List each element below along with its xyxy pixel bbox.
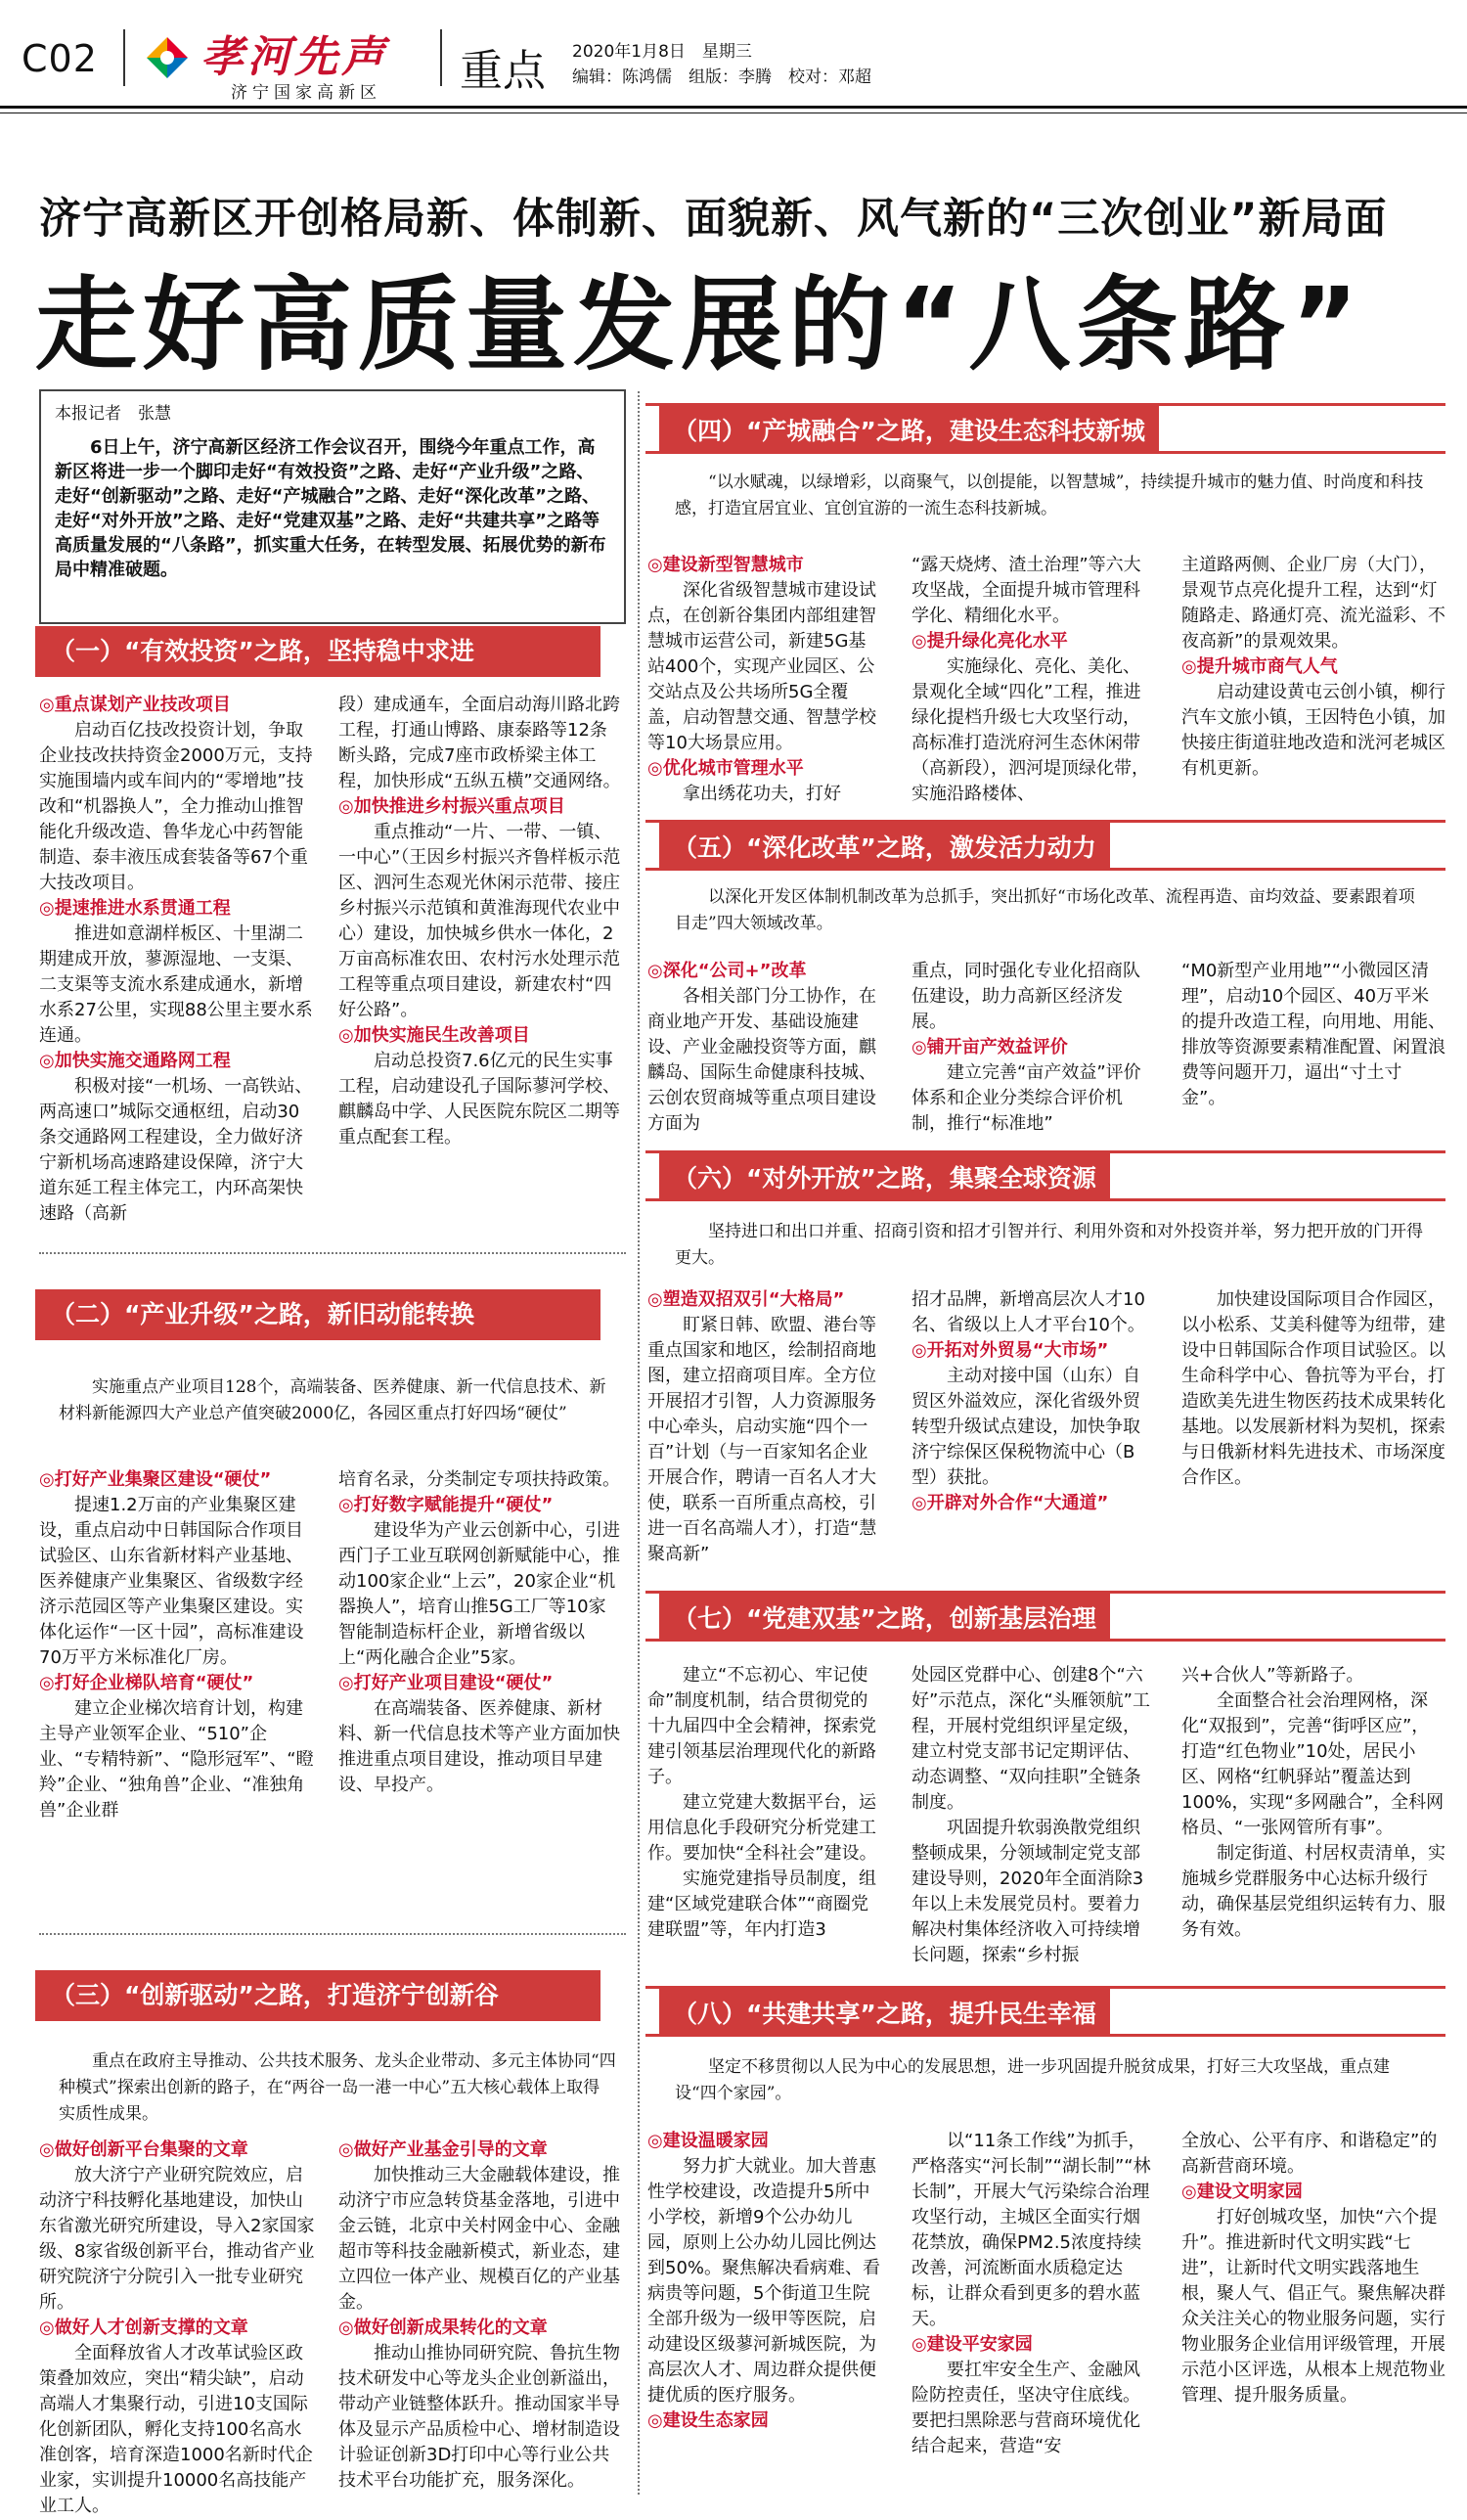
subhead: ◎做好人才创新支撑的文章 xyxy=(39,2318,248,2338)
section-4-label: （四）“产城融合”之路，建设生态科技新城 xyxy=(659,406,1159,454)
paragraph: 全放心、公平有序、和谐稳定”的高新营商环境。 xyxy=(1181,2131,1438,2177)
section-6-col-3 xyxy=(1181,1287,1445,1491)
paragraph: 全面释放省人才改革试验区政策叠加效应，突出“精尖缺”，启动高端人才集聚行动，引进10支国际化创新团队，孵化支持100名高水准创客，培育深造1000名新时代企业家，实训提升10000名高技能产业工人。 xyxy=(39,2343,313,2516)
separator xyxy=(39,1252,626,1254)
section-2-title: （二）“产业升级”之路，新旧动能转换 xyxy=(35,1289,630,1340)
subhead: ◎建设文明家园 xyxy=(1181,2182,1303,2202)
section-name: 重点 xyxy=(460,46,546,96)
page-number: C02 xyxy=(22,37,98,80)
section-6-col-2 xyxy=(911,1287,1156,1516)
paragraph: 以“11条工作线”为抓手，严格落实“河长制”“湖长制”“林长制”，开展大气污染综合治理攻坚行动，主城区全面实行烟花禁放，确保PM2.5浓度持续改善，河流断面水质稳定达标，让群众看到更多的碧水蓝天。 xyxy=(911,2131,1151,2329)
subhead: ◎重点谋划产业技改项目 xyxy=(39,695,231,715)
section-8-label: （八）“共建共享”之路，提升民生幸福 xyxy=(659,1989,1110,2037)
section-5-col-3 xyxy=(1181,959,1445,1111)
section-8-title xyxy=(645,1986,1445,2037)
staff-credits: 编辑：陈鸿儒 组版：李腾 校对：邓超 xyxy=(572,68,871,87)
paragraph: 加快建设国际项目合作园区，以小松系、艾美科健等为纽带，建设中日韩国际合作项目试验区。以生命科学中心、鲁抗等为平台，打造欧美先进生物医药技术成果转化基地。以发展新材料为契机，探索与日俄新材料先进技术、市场深度合作区。 xyxy=(1181,1289,1445,1488)
section-6-intro: 坚持进口和出口并重、招商引资和招才引智并行、利用外资和对外投资并举，努力把开放的门开得更大。 xyxy=(675,1222,1423,1268)
subhead: ◎打好产业项目建设“硬仗” xyxy=(338,1673,554,1693)
section-1-col-1 xyxy=(39,693,315,1227)
section-6-col-1 xyxy=(647,1287,882,1567)
paragraph: 启动总投资7.6亿元的民生实事工程，启动建设孔子国际蓼河学校、麒麟岛中学、人民医院东院区二期等重点配套工程。 xyxy=(338,1051,620,1148)
paragraph: 推动山推协同研究院、鲁抗生物技术研发中心等龙头企业创新溢出，带动产业链整体跃升。推动国家半导体及显示产品质检中心、增材制造设计验证创新3D打印中心等行业公共技术平台功能扩充，服务深化。 xyxy=(338,2343,620,2491)
subhead: ◎打好数字赋能提升“硬仗” xyxy=(338,1495,554,1515)
section-2-intro: 实施重点产业项目128个，高端装备、医养健康、新一代信息技术、新材料新能源四大产业总产值突破2000亿，各园区重点打好四场“硬仗” xyxy=(59,1377,606,1423)
subhead: ◎提升绿化亮化水平 xyxy=(911,631,1068,652)
subhead: ◎建设新型智慧城市 xyxy=(647,555,804,575)
brand-name: 孝河先声 xyxy=(200,32,388,82)
section-3-col-1 xyxy=(39,2138,315,2519)
paragraph: 招才品牌，新增高层次人才10名、省级以上人才平台10个。 xyxy=(911,1289,1145,1335)
author-byline: 本报记者 张慧 xyxy=(55,404,171,424)
subhead: ◎建设温暖家园 xyxy=(647,2131,769,2151)
paragraph: 建立完善“亩产效益”评价体系和企业分类综合评价机制，推行“标准地” xyxy=(911,1062,1141,1134)
header-rule xyxy=(0,106,1467,109)
paragraph: 提速1.2万亩的产业集聚区建设，重点启动中日韩国际合作项目试验区、山东省新材料产业基地、医养健康产业集聚区、省级数字经济示范园区等产业集聚区建设。实体化运作“一区十园”，高标准建设70万平方米标准化厂房。 xyxy=(39,1495,304,1668)
lead-paragraph: 6日上午，济宁高新区经济工作会议召开，围绕今年重点工作，高新区将进一步一个脚印走好“有效投资”之路、走好“产业升级”之路、走好“创新驱动”之路、走好“产城融合”之路、走好“深化改革”之路、走好“对外开放”之路、走好“党建双基”之路、走好“共建共享”之路等高质量发展的“八条路”，抓实重大任务，在转型发展、拓展优势的新布局中精准破题。 xyxy=(55,437,606,580)
section-5-label: （五）“深化改革”之路，激发活力动力 xyxy=(659,823,1110,871)
section-3-col-2 xyxy=(338,2138,622,2494)
subhead: ◎优化城市管理水平 xyxy=(647,758,804,779)
section-5-title xyxy=(645,820,1445,871)
paragraph: 建立党建大数据平台，运用信息化手段研究分析党建工作。要加快“全科社会”建设。 xyxy=(647,1792,877,1864)
paragraph: 培育名录，分类制定专项扶持政策。 xyxy=(338,1469,620,1490)
section-4-title xyxy=(645,403,1445,454)
paragraph: 重点推动“一片、一带、一镇、一中心”（王因乡村振兴齐鲁样板示范区、泗河生态观光休闲示范带、接庄乡村振兴示范镇和黄淮海现代农业中心）建设，加快城乡供水一体化，2万亩高标准农田、农村污水处理示范工程等重点项目建设，新建农村“四好公路”。 xyxy=(338,822,621,1020)
paragraph: 重点，同时强化专业化招商队伍建设，助力高新区经济发展。 xyxy=(911,961,1140,1032)
divider xyxy=(440,29,442,86)
section-7-title xyxy=(645,1591,1445,1642)
subhead: ◎做好创新成果转化的文章 xyxy=(338,2318,548,2338)
section-4-col-2 xyxy=(911,553,1156,807)
section-1-col-2 xyxy=(338,693,622,1150)
paragraph: 兴+合伙人”等新路子。 xyxy=(1181,1665,1364,1686)
paragraph: 实施党建指导员制度，组建“区域党建联合体”“商圈党建联盟”等，年内打造3 xyxy=(647,1868,876,1940)
section-8-col-1 xyxy=(647,2129,882,2434)
subhead: ◎塑造双招双引“大格局” xyxy=(647,1289,845,1310)
subhead: ◎做好产业基金引导的文章 xyxy=(338,2139,548,2160)
paragraph: 在高端装备、医养健康、新材料、新一代信息技术等产业方面加快推进重点项目建设，推动项目早建设、早投产。 xyxy=(338,1698,620,1795)
section-7-col-1 xyxy=(647,1663,882,1943)
paragraph: 处园区党群中心、创建8个“六好”示范点，深化“头雁领航”工程，开展村党组织评星定级，建立村党支部书记定期评估、动态调整、“双向挂职”全链条制度。 xyxy=(911,1665,1150,1813)
subhead: ◎加快推进乡村振兴重点项目 xyxy=(338,796,565,817)
paragraph: 启动百亿技改投资计划，争取企业技改扶持资金2000万元，支持实施围墙内或车间内的“零增地”技改和“机器换人”，全力推动山推智能化升级改造、鲁华龙心中药智能制造、泰丰液压成套装备等67个重大技改项目。 xyxy=(39,720,313,893)
paragraph: 主动对接中国（山东）自贸区外溢效应，深化省级外贸转型升级试点建设，加快争取济宁综保区保税物流中心（B型）获批。 xyxy=(911,1366,1140,1488)
section-6-label: （六）“对外开放”之路，集聚全球资源 xyxy=(659,1153,1110,1201)
paragraph: 积极对接“一机场、一高铁站、两高速口”城际交通枢纽，启动30条交通路网工程建设，全力做好济宁新机场高速路建设保障，济宁大道东延工程主体完工，内环高架快速路（高新 xyxy=(39,1076,313,1224)
paragraph: 打好创城攻坚，加快“六个提升”。推进新时代文明实践“七进”，让新时代文明实践落地生根，聚人气、倡正气。聚焦解决群众关注关心的物业服务问题，实行物业服务企业信用评级管理，开展示范小区评选，从根本上规范物业管理、提升服务质量。 xyxy=(1181,2207,1445,2406)
paragraph: 加快推动三大金融载体建设，推动济宁市应急转贷基金落地，引进中金云链，北京中关村网金中心、金融超市等科技金融新模式，新业态，建立四位一体产业、规模百亿的产业基金。 xyxy=(338,2165,620,2313)
subhead: ◎开拓对外贸易“大市场” xyxy=(911,1340,1109,1361)
page-header xyxy=(0,0,1467,103)
brand-subtitle: 济宁国家高新区 xyxy=(231,83,381,103)
paragraph: 建立企业梯次培育计划，构建主导产业领军企业、“510”企业、“专精特新”、“隐形冠军”、“瞪羚”企业、“独角兽”企业、“准独角兽”企业群 xyxy=(39,1698,314,1821)
subhead: ◎加快实施交通路网工程 xyxy=(39,1051,231,1071)
paragraph: “M0新型产业用地”“小微园区清理”，启动10个园区、40万平米的提升改造工程，向用地、用能、排放等资源要素精准配置、闲置浪费等问题开刀，逼出“寸土寸金”。 xyxy=(1181,961,1445,1108)
paragraph: 建设华为产业云创新中心，引进西门子工业互联网创新赋能中心，推动100家企业“上云”，20家企业“机器换人”，培育山推5G工厂等10家智能制造标杆企业，新增省级以上“两化融合企业”5家。 xyxy=(338,1520,620,1668)
subhead: ◎铺开亩产效益评价 xyxy=(911,1037,1068,1058)
subhead: ◎建设平安家园 xyxy=(911,2334,1033,2355)
paragraph: 制定街道、村居权责清单，实施城乡党群服务中心达标升级行动，确保基层党组织运转有力、服务有效。 xyxy=(1181,1843,1445,1940)
section-4-intro: “以水赋魂，以绿增彩，以商聚气，以创提能，以智慧城”，持续提升城市的魅力值、时尚度和科技感，打造宜居宜业、宜创宜游的一流生态科技新城。 xyxy=(675,472,1424,518)
issue-date: 2020年1月8日 星期三 xyxy=(572,42,752,62)
paragraph: 建立“不忘初心、牢记使命”制度机制，结合贯彻党的十九届四中全会精神，探索党建引领基层治理现代化的新路子。 xyxy=(647,1665,876,1787)
subhead: ◎加快实施民生改善项目 xyxy=(338,1025,530,1046)
section-5-col-2 xyxy=(911,959,1156,1137)
subhead: ◎做好创新平台集聚的文章 xyxy=(39,2139,248,2160)
subhead: ◎提升城市商气人气 xyxy=(1181,656,1338,677)
column-divider xyxy=(638,391,640,2495)
paragraph: 主道路两侧、企业厂房（大门），景观节点亮化提升工程，达到“灯随路走、路通灯亮、流光溢彩、不夜高新”的景观效果。 xyxy=(1181,555,1445,652)
section-7-label: （七）“党建双基”之路，创新基层治理 xyxy=(659,1594,1110,1642)
paragraph: 努力扩大就业。加大普惠性学校建设，改造提升5所中小学校，新增9个公办幼儿园，原则上公办幼儿园比例达到50%。聚焦解决看病难、看病贵等问题，5个街道卫生院全部升级为一级甲等医院，启动建设区级蓼河新城医院，为高层次人才、周边群众提供便捷优质的医疗服务。 xyxy=(647,2156,881,2406)
section-5-intro: 以深化开发区体制机制改革为总抓手，突出抓好“市场化改革、流程再造、亩均效益、要素跟着项目走”四大领域改革。 xyxy=(675,887,1415,933)
paragraph: 实施绿化、亮化、美化、景观化全域“四化”工程，推进绿化提档升级七大攻坚行动，高标准打造洸府河生态休闲带（高新段），泗河堤顶绿化带，实施沿路楼体、 xyxy=(911,656,1149,804)
paragraph: 深化省级智慧城市建设试点，在创新谷集团内部组建智慧城市运营公司，新建5G基站400个，实现产业园区、公交站点及公共场所5G全覆盖，启动智慧交通、智慧学校等10大场景应用。 xyxy=(647,580,876,753)
subhead: ◎打好企业梯队培育“硬仗” xyxy=(39,1673,254,1693)
paragraph: 拿出绣花功夫，打好 xyxy=(683,784,841,804)
section-5-col-1 xyxy=(647,959,882,1137)
paragraph: 段）建成通车，全面启动海川路北跨工程，打通山博路、康泰路等12条断头路，完成7座市政桥梁主体工程，加快形成“五纵五横”交通网络。 xyxy=(338,695,621,791)
paragraph: “露天烧烤、渣土治理”等六大攻坚战，全面提升城市管理科学化、精细化水平。 xyxy=(911,555,1141,626)
divider xyxy=(123,29,125,86)
paragraph: 推进如意湖样板区、十里湖二期建成开放，蓼源湿地、一支渠、二支渠等支流水系建成通水，新增水系27公里，实现88公里主要水系连通。 xyxy=(39,923,313,1046)
main-headline: 走好高质量发展的“八条路” xyxy=(35,265,1364,384)
logo-icon xyxy=(145,35,190,80)
section-8-col-3 xyxy=(1181,2129,1445,2408)
separator xyxy=(39,1933,626,1935)
section-4-col-3 xyxy=(1181,553,1445,782)
sub-headline: 济宁高新区开创格局新、体制新、面貌新、风气新的“三次创业”新局面 xyxy=(39,195,1388,244)
subhead: ◎开辟对外合作“大通道” xyxy=(911,1493,1109,1513)
section-7-col-2 xyxy=(911,1663,1156,1968)
paragraph: 盯紧日韩、欧盟、港台等重点国家和地区，绘制招商地图，建立招商项目库。全方位开展招才引智，人力资源服务中心牵头，启动实施“四个一百”计划（与一百家知名企业开展合作，聘请一百名人才大使，联系一百所重点高校，引进一百名高端人才），打造“慧聚高新” xyxy=(647,1315,877,1564)
subhead: ◎深化“公司+”改革 xyxy=(647,961,807,981)
section-6-title xyxy=(645,1150,1445,1201)
section-3-title: （三）“创新驱动”之路，打造济宁创新谷 xyxy=(35,1970,630,2021)
paragraph: 各相关部门分工协作，在商业地产开发、基础设施建设、产业金融投资等方面，麒麟岛、国际生命健康科技城、云创农贸商城等重点项目建设方面为 xyxy=(647,986,876,1134)
paragraph: 全面整合社会治理网格，深化“双报到”，完善“街呼区应”，打造“红色物业”10处，居民小区、网格“红帆驿站”覆盖达到100%，实现“多网融合”，全科网格员、“一张网管所有事”。 xyxy=(1181,1690,1445,1838)
section-8-col-2 xyxy=(911,2129,1156,2459)
subhead: ◎提速推进水系贯通工程 xyxy=(39,898,231,919)
section-2-col-1 xyxy=(39,1467,315,1823)
paragraph: 巩固提升软弱涣散党组织整顿成果，分领域制定党支部建设导则，2020年全面消除3年以上未发展党员村。要着力解决村集体经济收入可持续增长问题，探索“乡村振 xyxy=(911,1818,1144,1965)
section-3-intro: 重点在政府主导推动、公共技术服务、龙头企业带动、多元主体协同“四种模式”探索出创新的路子，在“两谷一岛一港一中心”五大核心载体上取得实质性成果。 xyxy=(59,2051,616,2124)
paragraph: 启动建设黄屯云创小镇，柳行汽车文旅小镇，王因特色小镇，加快接庄街道驻地改造和洸河老城区有机更新。 xyxy=(1181,682,1445,779)
paragraph: 放大济宁产业研究院效应，启动济宁科技孵化基地建设，加快山东省激光研究所建设，导入2家国家级、8家省级创新平台，推动省产业研究院济宁分院引入一批专业研究所。 xyxy=(39,2165,315,2313)
section-4-col-1 xyxy=(647,553,882,807)
paragraph: 要扛牢安全生产、金融风险防控责任，坚决守住底线。要把扫黑除恶与营商环境优化结合起来，营造“安 xyxy=(911,2360,1140,2456)
lead-box xyxy=(39,389,626,624)
section-2-col-2 xyxy=(338,1467,622,1798)
subhead: ◎建设生态家园 xyxy=(647,2410,769,2431)
section-8-intro: 坚定不移贯彻以人民为中心的发展思想，进一步巩固提升脱贫成果，打好三大攻坚战，重点建设“四个家园”。 xyxy=(675,2057,1390,2103)
header-rule-thin xyxy=(0,112,1467,113)
section-1-title: （一）“有效投资”之路，坚持稳中求进 xyxy=(35,626,630,677)
section-7-col-3 xyxy=(1181,1663,1445,1943)
subhead: ◎打好产业集聚区建设“硬仗” xyxy=(39,1469,272,1490)
